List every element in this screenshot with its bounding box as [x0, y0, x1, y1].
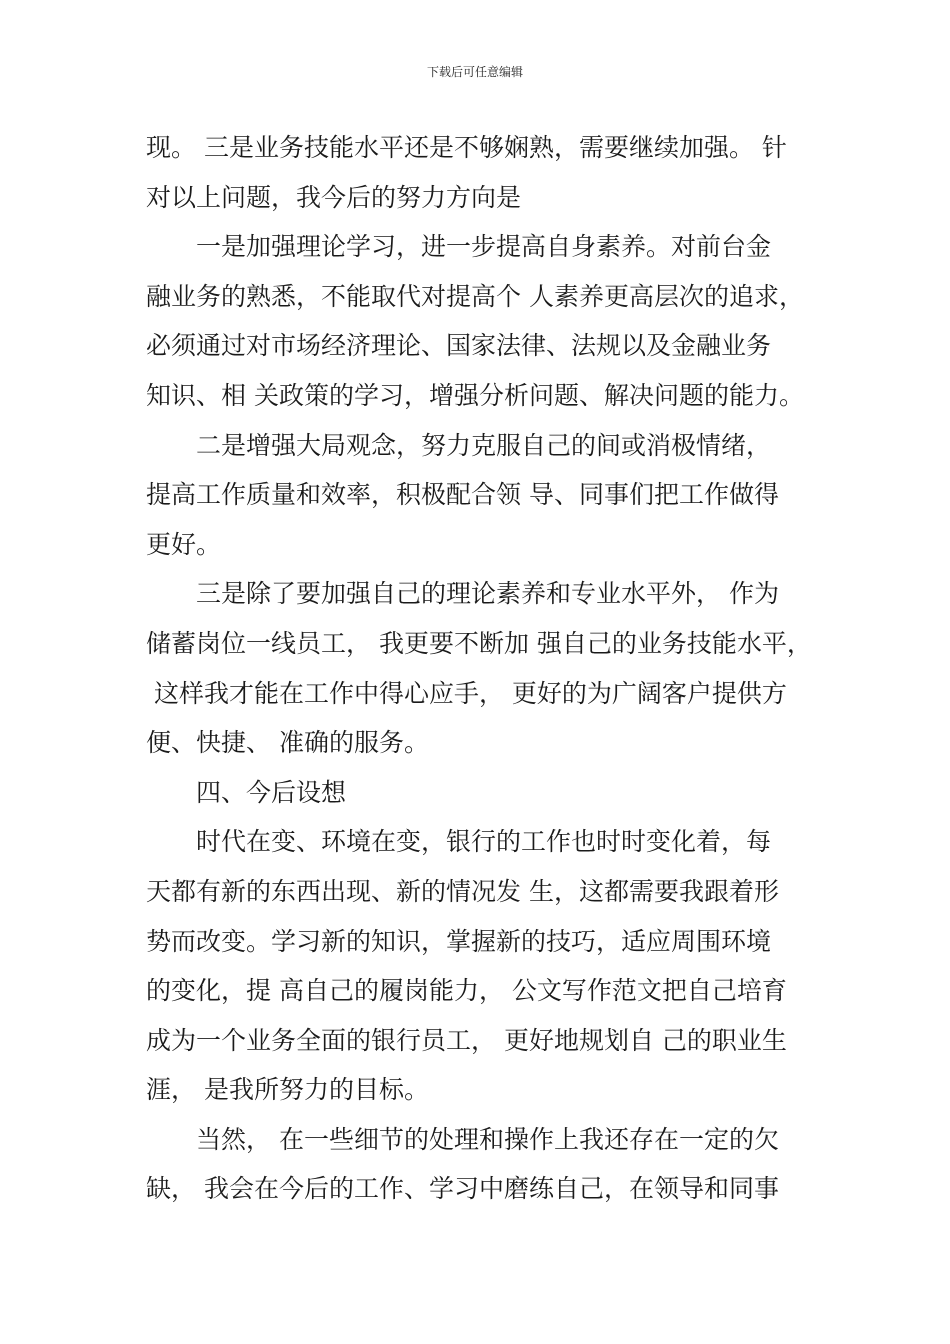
text-line: 便、快捷、 准确的服务。	[146, 728, 429, 758]
text-line: 融业务的熟悉，不能取代对提高个 人素养更高层次的追求，	[146, 281, 804, 311]
page-header: 下载后可任意编辑	[426, 65, 523, 79]
text-line: 涯， 是我所努力的目标。	[146, 1075, 429, 1105]
text-line: 现。 三是业务技能水平还是不够娴熟，需要继续加强。 针	[146, 133, 787, 162]
text-line: 天都有新的东西出现、新的情况发 生，这都需要我跟着形	[146, 876, 779, 906]
text-line: 这样我才能在工作中得心应手， 更好的为广阔客户提供方	[146, 678, 787, 708]
text-line: 的变化，提 高自己的履岗能力， 公文写作范文把自己培育	[146, 976, 787, 1006]
text-line: 成为一个业务全面的银行员工， 更好地规划自 己的职业生	[146, 1025, 787, 1055]
text-line: 势而改变。学习新的知识，掌握新的技巧，适应周围环境	[146, 926, 772, 956]
text-line: 二是增强大局观念，努力克服自己的间或消极情绪，	[196, 430, 772, 460]
text-line: 当然， 在一些细节的处理和操作上我还存在一定的欠	[196, 1124, 779, 1154]
text-line: 三是除了要加强自己的理论素养和专业水平外， 作为	[196, 579, 779, 609]
text-line: 知识、相 关政策的学习，增强分析问题、解决问题的能力。	[146, 380, 804, 410]
text-line: 储蓄岗位一线员工， 我更要不断加 强自己的业务技能水平，	[146, 628, 812, 658]
text-line: 时代在变、环境在变，银行的工作也时时变化着，每	[196, 827, 772, 857]
text-line: 四、今后设想	[196, 777, 347, 807]
text-line: 必须通过对市场经济理论、国家法律、法规以及金融业务	[146, 331, 772, 361]
text-line: 缺， 我会在今后的工作、学习中磨练自己，在领导和同事	[146, 1174, 779, 1204]
text-line: 提高工作质量和效率，积极配合领 导、同事们把工作做得	[146, 480, 779, 510]
text-line: 一是加强理论学习，进一步提高自身素养。对前台金	[196, 232, 772, 262]
text-line: 更好。	[146, 529, 222, 559]
text-line: 对以上问题，我今后的努力方向是	[146, 182, 522, 212]
document-body	[146, 123, 816, 1214]
